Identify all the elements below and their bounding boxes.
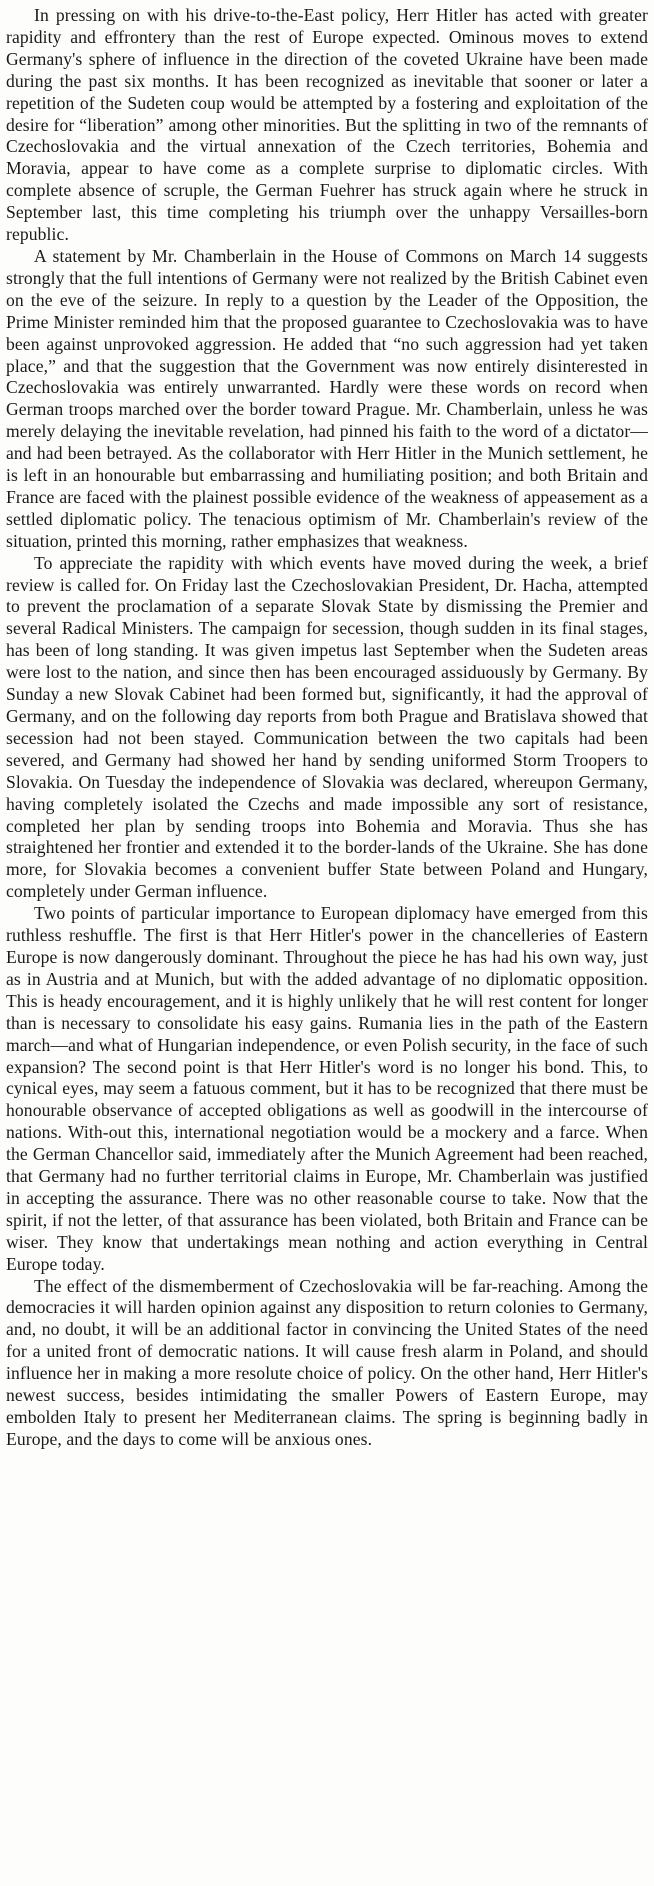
paragraph-2: A statement by Mr. Chamberlain in the House of Commons on March 14 suggests strongly that the full intentions of Germany were not realized by the British Cabinet even on the eve of the seizure. In reply to a question by the Leader of the Opposition, the Prime Minister reminded him that the proposed guarantee to Czechoslovakia was to have been against unprovoked aggression. He added that “no such aggression had yet taken place,” and that the suggestion that the Government was now entirely disinterested in Czechoslovakia was entirely unwarranted. Hardly were these words on record when German troops marched over the border toward Prague. Mr. Chamberlain, unless he was merely delaying the inevitable revelation, had pinned his faith to the word of a dictator—and had been betrayed. As the collaborator with Herr Hitler in the Munich settlement, he is left in an honourable but embarrassing and humiliating position; and both Britain and France are faced with the plainest possible evidence of the weakness of appeasement as a settled diplomatic policy. The tenacious optimism of Mr. Chamberlain's review of the situation, printed this morning, rather emphasizes that weakness. [6,245,648,551]
paragraph-5: The effect of the dismemberment of Czechoslovakia will be far-reaching. Among the democracies it will harden opinion against any disposition to return colonies to Germany, and, no doubt, it will be an additional factor in convincing the United States of the need for a united front of democratic nations. It will cause fresh alarm in Poland, and should influence her in making a more resolute choice of policy. On the other hand, Herr Hitler's newest success, besides intimidating the smaller Powers of Eastern Europe, may embolden Italy to present her Mediterranean claims. The spring is beginning badly in Europe, and the days to come will be anxious ones. [6,1275,648,1449]
paragraph-4: Two points of particular importance to European diplomacy have emerged from this ruthless reshuffle. The first is that Herr Hitler's power in the chancelleries of Eastern Europe is now dangerously dominant. Throughout the piece he has had his own way, just as in Austria and at Munich, but with the added advantage of no diplomatic opposition. This is heady encouragement, and it is highly unlikely that he will rest content for longer than is necessary to consolidate his easy gains. Rumania lies in the path of the Eastern march—and what of Hungarian independence, or even Polish security, in the face of such expansion? The second point is that Herr Hitler's word is no longer his bond. This, to cynical eyes, may seem a fatuous comment, but it has to be recognized that there must be honourable observance of accepted obligations as well as goodwill in the intercourse of nations. With-out this, international negotiation would be a mockery and a farce. When the German Chancellor said, immediately after the Munich Agreement had been reached, that Germany had no further territorial claims in Europe, Mr. Chamberlain was justified in accepting the assurance. There was no other reasonable course to take. Now that the spirit, if not the letter, of that assurance has been violated, both Britain and France can be wiser. They know that undertakings mean nothing and action everything in Central Europe today. [6,903,648,1274]
paragraph-3: To appreciate the rapidity with which events have moved during the week, a brief review is called for. On Friday last the Czechoslovakian President, Dr. Hacha, attempted to prevent the proclamation of a separate Slovak State by dismissing the Premier and several Radical Ministers. The campaign for secession, though sudden in its final stages, has been of long standing. It was given impetus last September when the Sudeten areas were lost to the nation, and since then has been encouraged assiduously by Germany. By Sunday a new Slovak Cabinet had been formed but, significantly, it had the approval of Germany, and on the following day reports from both Prague and Bratislava showed that secession had not been stayed. Communication between the two capitals had been severed, and Germany had showed her hand by sending uniformed Storm Troopers to Slovakia. On Tuesday the independence of Slovakia was declared, whereupon Germany, having completely isolated the Czechs and made impossible any sort of resistance, completed her plan by sending troops into Bohemia and Moravia. Thus she has straightened her frontier and extended it to the border-lands of the Ukraine. She has done more, for Slovakia becomes a convenient buffer State between Poland and Hungary, completely under German influence. [6,552,648,902]
editorial-article [6,5,648,1451]
paragraph-1: In pressing on with his drive-to-the-East policy, Herr Hitler has acted with greater rapidity and effrontery than the rest of Europe expected. Ominous moves to extend Germany's sphere of influence in the direction of the coveted Ukraine have been made during the past six months. It has been recognized as inevitable that sooner or later a repetition of the Sudeten coup would be attempted by a fostering and exploitation of the desire for “liberation” among other minorities. But the splitting in two of the remnants of Czechoslovakia and the virtual annexation of the Czech territories, Bohemia and Moravia, appear to have come as a complete surprise to diplomatic circles. With complete absence of scruple, the German Fuehrer has struck again where he struck in September last, this time completing his triumph over the unhappy Versailles-born republic. [6,5,648,245]
